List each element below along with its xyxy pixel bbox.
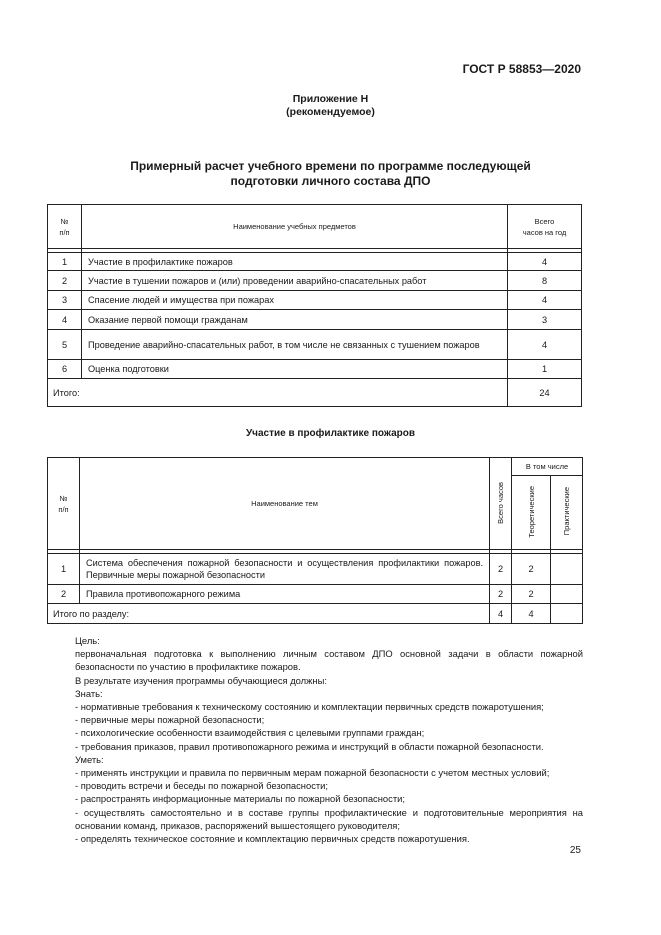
list-item: - распространять информационные материалы по пожарной безопасности;: [75, 793, 405, 805]
total-label: Итого:: [48, 379, 508, 407]
row-practice: [551, 554, 583, 585]
section-title: Участие в профилактике пожаров: [245, 428, 416, 439]
page-number: 25: [569, 845, 581, 856]
row-subject: Оказание первой помощи гражданам: [82, 310, 508, 330]
header-total: [490, 458, 512, 550]
know-label: Знать:: [75, 687, 103, 699]
row-num: 2: [48, 585, 80, 604]
program-description: [47, 634, 583, 845]
header-hours: [508, 205, 582, 249]
list-item: - первичные меры пожарной безопасности;: [75, 714, 265, 726]
table-row: [48, 585, 583, 604]
header-incl: В том числе: [512, 458, 583, 476]
goal-text: первоначальная подготовка к выполнению личным составом ДПО основной задачи в области пожарной безопасности по участию в профилактике пожаров.: [75, 648, 583, 673]
table-row: [48, 554, 583, 585]
appendix-subtitle: (рекомендуемое): [286, 106, 375, 118]
list-item: - требования приказов, правил противопожарного режима и инструкций в области пожарной безопасности.: [75, 740, 544, 752]
header-subject: Наименование учебных предметов: [82, 205, 508, 249]
header-num: [48, 205, 82, 249]
row-subject: Спасение людей и имущества при пожарах: [82, 291, 508, 310]
table-row: [48, 253, 582, 271]
row-topic: Система обеспечения пожарной безопасности и осуществления профилактики пожаров. Первичные меры пожарной безопасности: [80, 554, 490, 585]
header-num-line2: п/п: [58, 504, 69, 514]
table-row: [48, 360, 582, 379]
appendix-title: Приложение Н: [292, 93, 369, 105]
page-title: [0, 159, 661, 189]
table-row: [48, 330, 582, 360]
row-theory: 2: [512, 554, 551, 585]
table-header-row: [48, 205, 582, 249]
table-row: [48, 310, 582, 330]
row-num: 4: [48, 310, 82, 330]
topics-table: [47, 457, 583, 624]
total-row: [48, 379, 582, 407]
list-item: - психологические особенности взаимодействия с целевыми группами граждан;: [75, 727, 425, 739]
row-theory: 2: [512, 585, 551, 604]
row-hours: 1: [508, 360, 582, 379]
row-num: 1: [48, 554, 80, 585]
can-label: Уметь:: [75, 753, 104, 765]
total-value: 24: [508, 379, 582, 407]
row-num: 2: [48, 271, 82, 291]
row-num: 3: [48, 291, 82, 310]
table-row: [48, 291, 582, 310]
header-hours-line2: часов на год: [522, 227, 567, 237]
row-subject: Участие в профилактике пожаров: [82, 253, 508, 271]
list-item: - осуществлять самостоятельно и в составе группы профилактические и подготовительные мероприятия на основании команд, приказов, распоряжений вышестоящего руководителя;: [75, 806, 583, 831]
row-subject: Участие в тушении пожаров и (или) проведении аварийно-спасательных работ: [82, 271, 508, 291]
row-num: 5: [48, 330, 82, 360]
list-item: - проводить встречи и беседы по пожарной безопасности;: [75, 780, 329, 792]
page-title-line1: Примерный расчет учебного времени по программе последующей: [130, 159, 531, 173]
row-total: 2: [490, 585, 512, 604]
row-hours: 4: [508, 253, 582, 271]
list-item: - применять инструкции и правила по первичным мерам пожарной безопасности с учетом местных условий;: [75, 767, 550, 779]
row-subject: Оценка подготовки: [82, 360, 508, 379]
header-num-line1: №: [60, 216, 69, 226]
row-hours: 4: [508, 291, 582, 310]
row-num: 1: [48, 253, 82, 271]
header-num: [48, 458, 80, 550]
goal-label: Цель:: [75, 635, 100, 646]
standard-code: ГОСТ Р 58853—2020: [462, 62, 581, 76]
intro-text: В результате изучения программы обучающиеся должны:: [75, 674, 327, 686]
table-header-row: [48, 458, 583, 476]
list-item: - нормативные требования к техническому состоянию и комплектации первичных средств пожаротушения;: [75, 701, 544, 713]
total-practice: [551, 604, 583, 624]
table-row: [48, 271, 582, 291]
row-hours: 8: [508, 271, 582, 291]
list-item: - определять техническое состояние и комплектацию первичных средств пожаротушения.: [75, 833, 470, 845]
row-total: 2: [490, 554, 512, 585]
total-row: [48, 604, 583, 624]
header-num-line2: п/п: [59, 227, 70, 237]
row-hours: 4: [508, 330, 582, 360]
row-topic: Правила противопожарного режима: [80, 585, 490, 604]
total-value: 4: [490, 604, 512, 624]
total-label: Итого по разделу:: [48, 604, 490, 624]
hours-table: [47, 204, 582, 407]
header-practice: [551, 476, 583, 550]
header-num-line1: №: [59, 493, 68, 503]
row-subject: Проведение аварийно-спасательных работ, в том числе не связанных с тушением пожаров: [82, 330, 508, 360]
header-hours-line1: Всего: [534, 216, 555, 226]
row-hours: 3: [508, 310, 582, 330]
header-theory: [512, 476, 551, 550]
total-theory: 4: [512, 604, 551, 624]
row-num: 6: [48, 360, 82, 379]
row-practice: [551, 585, 583, 604]
page-title-line2: подготовки личного состава ДПО: [230, 174, 431, 188]
header-total-text: Всего часов: [496, 481, 505, 524]
header-practice-text: Практические: [562, 487, 571, 536]
header-topic: Наименование тем: [80, 458, 490, 550]
header-theory-text: Теоретические: [526, 485, 536, 538]
appendix-heading: [0, 93, 661, 119]
